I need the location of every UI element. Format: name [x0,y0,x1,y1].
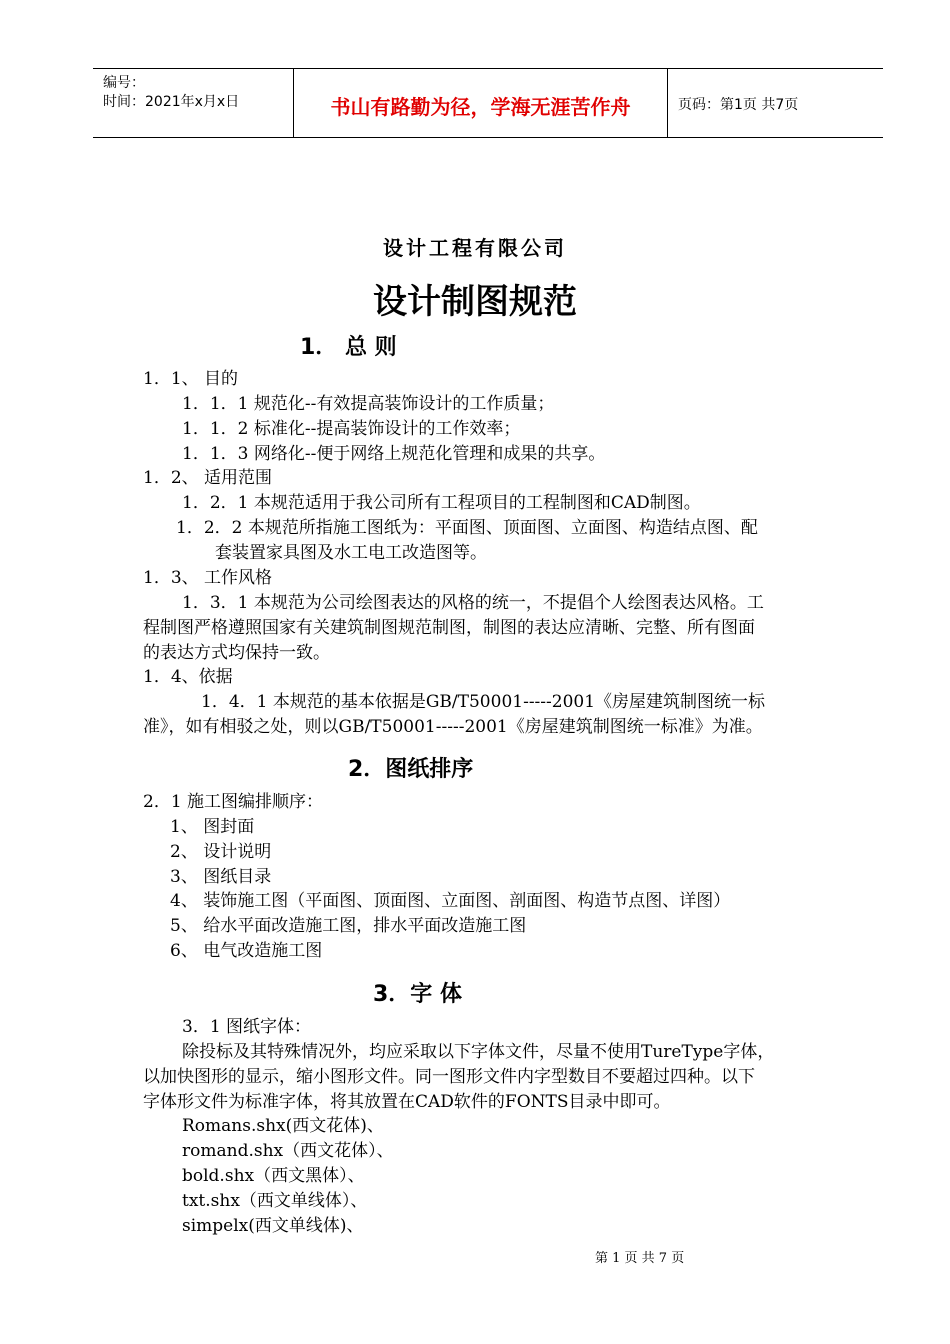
text-line: 1．2．1 本规范适用于我公司所有工程项目的工程制图和CAD制图。 [182,493,701,513]
text-line: 1．2．2 本规范所指施工图纸为：平面图、顶面图、立面图、构造结点图、配 [176,518,758,538]
text-line: 的表达方式均保持一致。 [143,643,330,663]
text-line: 1．1、 目的 [143,369,239,389]
header-right-cell [667,69,884,137]
text-line: 程制图严格遵照国家有关建筑制图规范制图，制图的表达应清晰、完整、所有图面 [143,618,755,638]
section-heading-drawing-order: 2．图纸排序 [348,757,474,782]
text-line: 3．1 图纸字体： [182,1017,312,1037]
text-line: 1．3、 工作风格 [143,568,273,588]
text-line: 1．1．1 规范化--有效提高装饰设计的工作质量； [182,394,555,414]
list-item: 5、 给水平面改造施工图，排水平面改造施工图 [170,916,527,936]
document-title: 设计制图规范 [373,282,577,322]
text-line: 套装置家具图及水工电工改造图等。 [215,543,487,563]
list-item: 1、 图封面 [170,817,255,837]
list-item: 3、 图纸目录 [170,867,272,887]
text-line: 1．4、依据 [143,667,233,687]
header-middle-cell [294,69,667,137]
text-line: 以加快图形的显示，缩小图形文件。同一图形文件内字型数目不要超过四种。以下 [143,1067,755,1087]
text-line: 准》，如有相驳之处，则以GB/T50001-----2001《房屋建筑制图统一标准》为准。 [143,717,763,737]
section-heading-general: 1． 总 则 [300,335,397,360]
company-name: 设计工程有限公司 [383,236,567,260]
list-item: 4、 装饰施工图（平面图、顶面图、立面图、剖面图、构造节点图、详图） [170,891,731,911]
number-label: 编号： [103,75,145,91]
text-line: 1．3．1 本规范为公司绘图表达的风格的统一，不提倡个人绘图表达风格。工 [182,593,764,613]
page-footer: 第 1 页 共 7 页 [595,1251,685,1266]
text-line: 2．1 施工图编排顺序： [143,792,324,812]
font-list-item: simpelx(西文单线体)、 [182,1216,364,1236]
list-item: 2、 设计说明 [170,842,272,862]
header-left-cell [93,69,294,137]
text-line: 字体形文件为标准字体，将其放置在CAD软件的FONTS目录中即可。 [143,1092,671,1112]
section-heading-fonts: 3．字 体 [373,982,462,1007]
font-list-item: txt.shx（西文单线体）、 [182,1191,368,1211]
list-item: 6、 电气改造施工图 [170,941,323,961]
text-line: 1．2、 适用范围 [143,468,273,488]
text-line: 1．4．1 本规范的基本依据是GB/T50001-----2001《房屋建筑制图统一标 [201,692,766,712]
text-line: 除投标及其特殊情况外，均应采取以下字体文件，尽量不使用TureType字体， [182,1042,775,1062]
time-label: 时间：2021年x月x日 [103,94,240,110]
text-line: 1．1．2 标准化--提高装饰设计的工作效率； [182,419,521,439]
font-list-item: romand.shx（西文花体）、 [182,1141,394,1161]
header-motto: 书山有路勤为径，学海无涯苦作舟 [330,95,631,119]
page-header-table [93,68,883,138]
font-list-item: bold.shx（西文黑体）、 [182,1166,365,1186]
text-line: 1．1．3 网络化--便于网络上规范化管理和成果的共享。 [182,444,606,464]
page-number-label: 页码：第1页 共7页 [678,97,799,113]
font-list-item: Romans.shx(西文花体)、 [182,1116,384,1136]
